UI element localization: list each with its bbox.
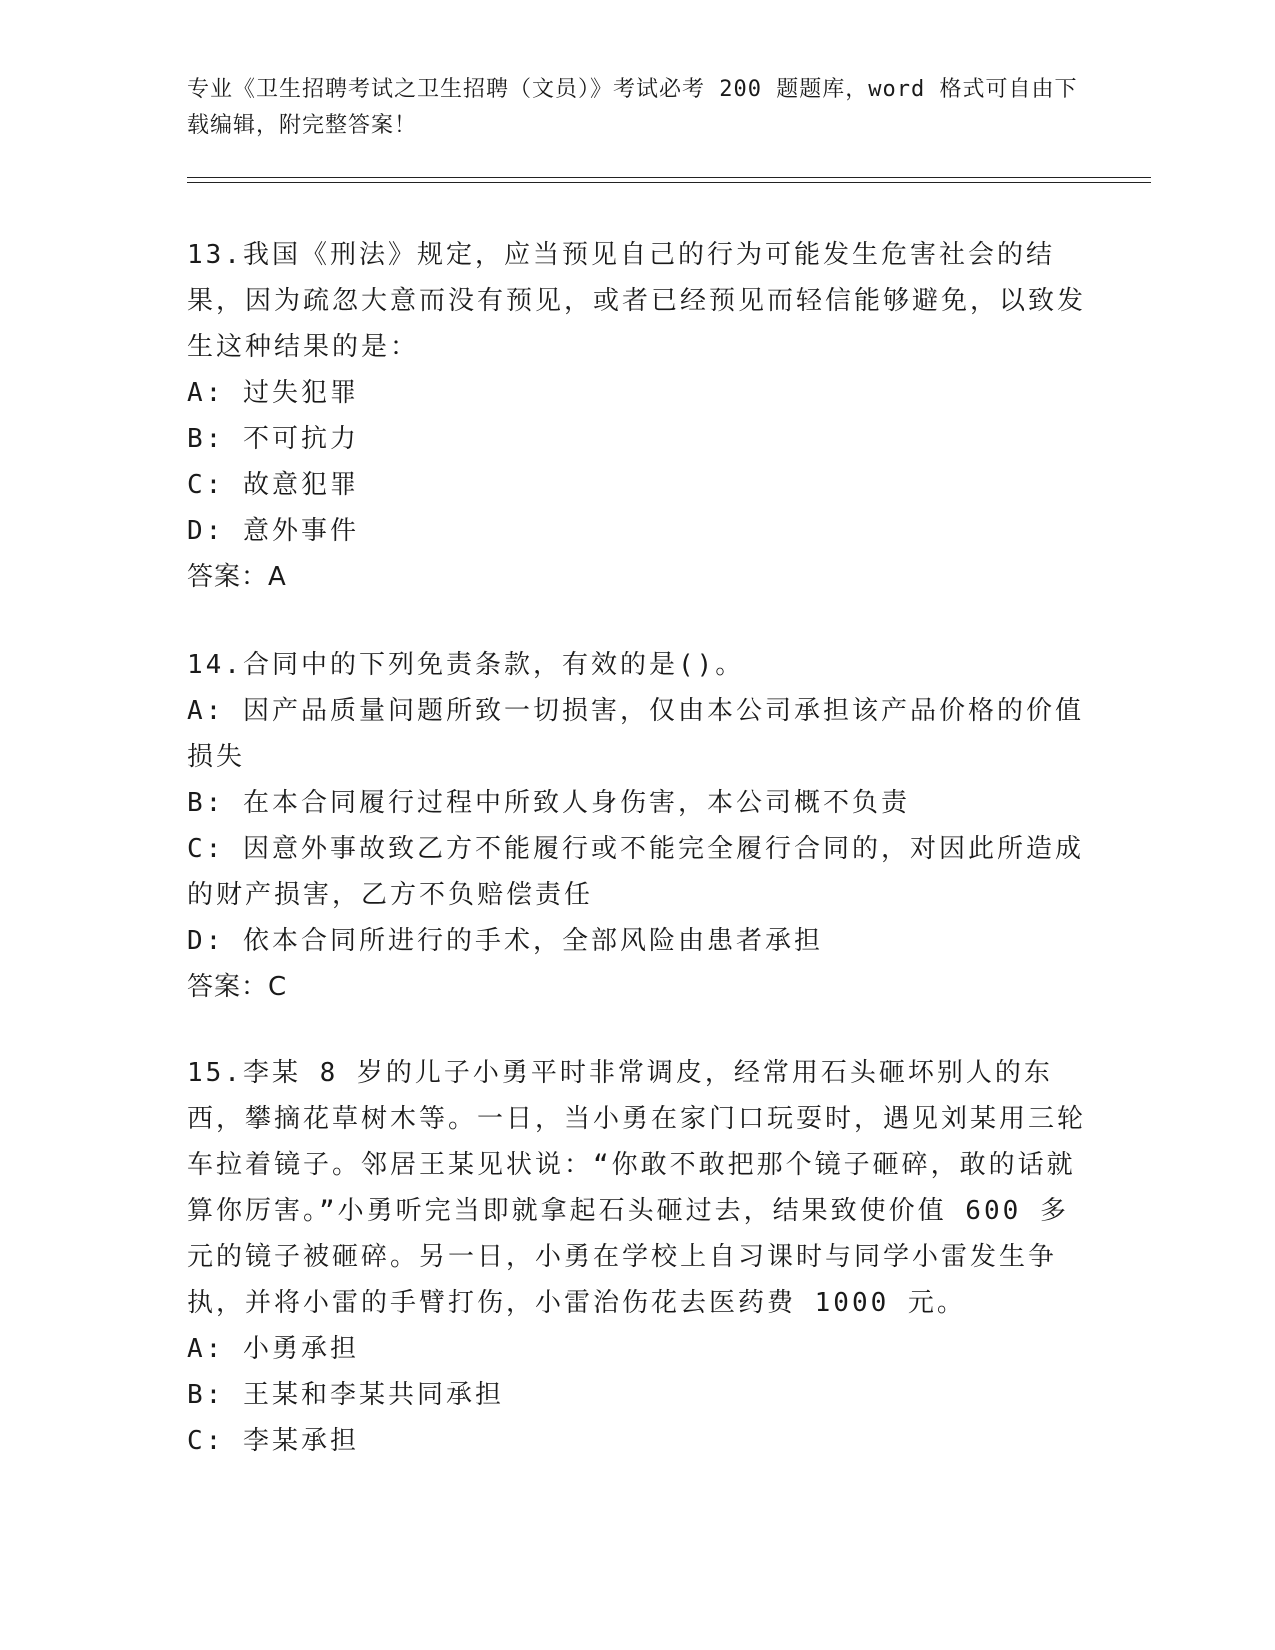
question-15 bbox=[187, 1050, 1087, 1464]
question-stem: 15.李某 8 岁的儿子小勇平时非常调皮，经常用石头砸坏别人的东西，攀摘花草树木等。一日，当小勇在家门口玩耍时，遇见刘某用三轮车拉着镜子。邻居王某见状说：“你敢不敢把那个镜子砸碎，敢的话就算你厉害。”小勇听完当即就拿起石头砸过去，结果致使价值 600 多元的镜子被砸碎。另一日，小勇在学校上自习课时与同学小雷发生争执，并将小雷的手臂打伤，小雷治伤花去医药费 1000 元。 bbox=[187, 1058, 1087, 1318]
option-a: A: 小勇承担 bbox=[187, 1334, 359, 1364]
answer-key: A bbox=[268, 562, 287, 592]
option-b: B: 在本合同履行过程中所致人身伤害，本公司概不负责 bbox=[187, 788, 910, 818]
option-a: A: 因产品质量问题所致一切损害，仅由本公司承担该产品价格的价值损失 bbox=[187, 696, 1084, 772]
question-stem: 14.合同中的下列免责条款，有效的是()。 bbox=[187, 650, 745, 680]
answer-label: 答案： bbox=[187, 562, 269, 592]
option-b: B: 不可抗力 bbox=[187, 424, 359, 454]
option-b: B: 王某和李某共同承担 bbox=[187, 1380, 504, 1410]
header-divider-bottom bbox=[187, 182, 1151, 183]
question-14 bbox=[187, 642, 1087, 1010]
answer-key: C bbox=[268, 972, 288, 1002]
option-c: C: 李某承担 bbox=[187, 1426, 359, 1456]
option-d: D: 依本合同所进行的手术，全部风险由患者承担 bbox=[187, 926, 823, 956]
answer-line bbox=[187, 554, 1087, 600]
option-c: C: 因意外事故致乙方不能履行或不能完全履行合同的，对因此所造成的财产损害，乙方不负赔偿责任 bbox=[187, 834, 1084, 910]
question-13 bbox=[187, 232, 1087, 600]
answer-line bbox=[187, 964, 1087, 1010]
option-c: C: 故意犯罪 bbox=[187, 470, 359, 500]
option-a: A: 过失犯罪 bbox=[187, 378, 359, 408]
header-divider-top bbox=[187, 177, 1151, 178]
document-header: 专业《卫生招聘考试之卫生招聘（文员）》考试必考 200 题题库，word 格式可自由下载编辑，附完整答案！ bbox=[187, 77, 1078, 138]
answer-label: 答案： bbox=[187, 972, 269, 1002]
question-stem: 13.我国《刑法》规定，应当预见自己的行为可能发生危害社会的结果，因为疏忽大意而没有预见，或者已经预见而轻信能够避免，以致发生这种结果的是： bbox=[187, 240, 1087, 362]
option-d: D: 意外事件 bbox=[187, 516, 359, 546]
